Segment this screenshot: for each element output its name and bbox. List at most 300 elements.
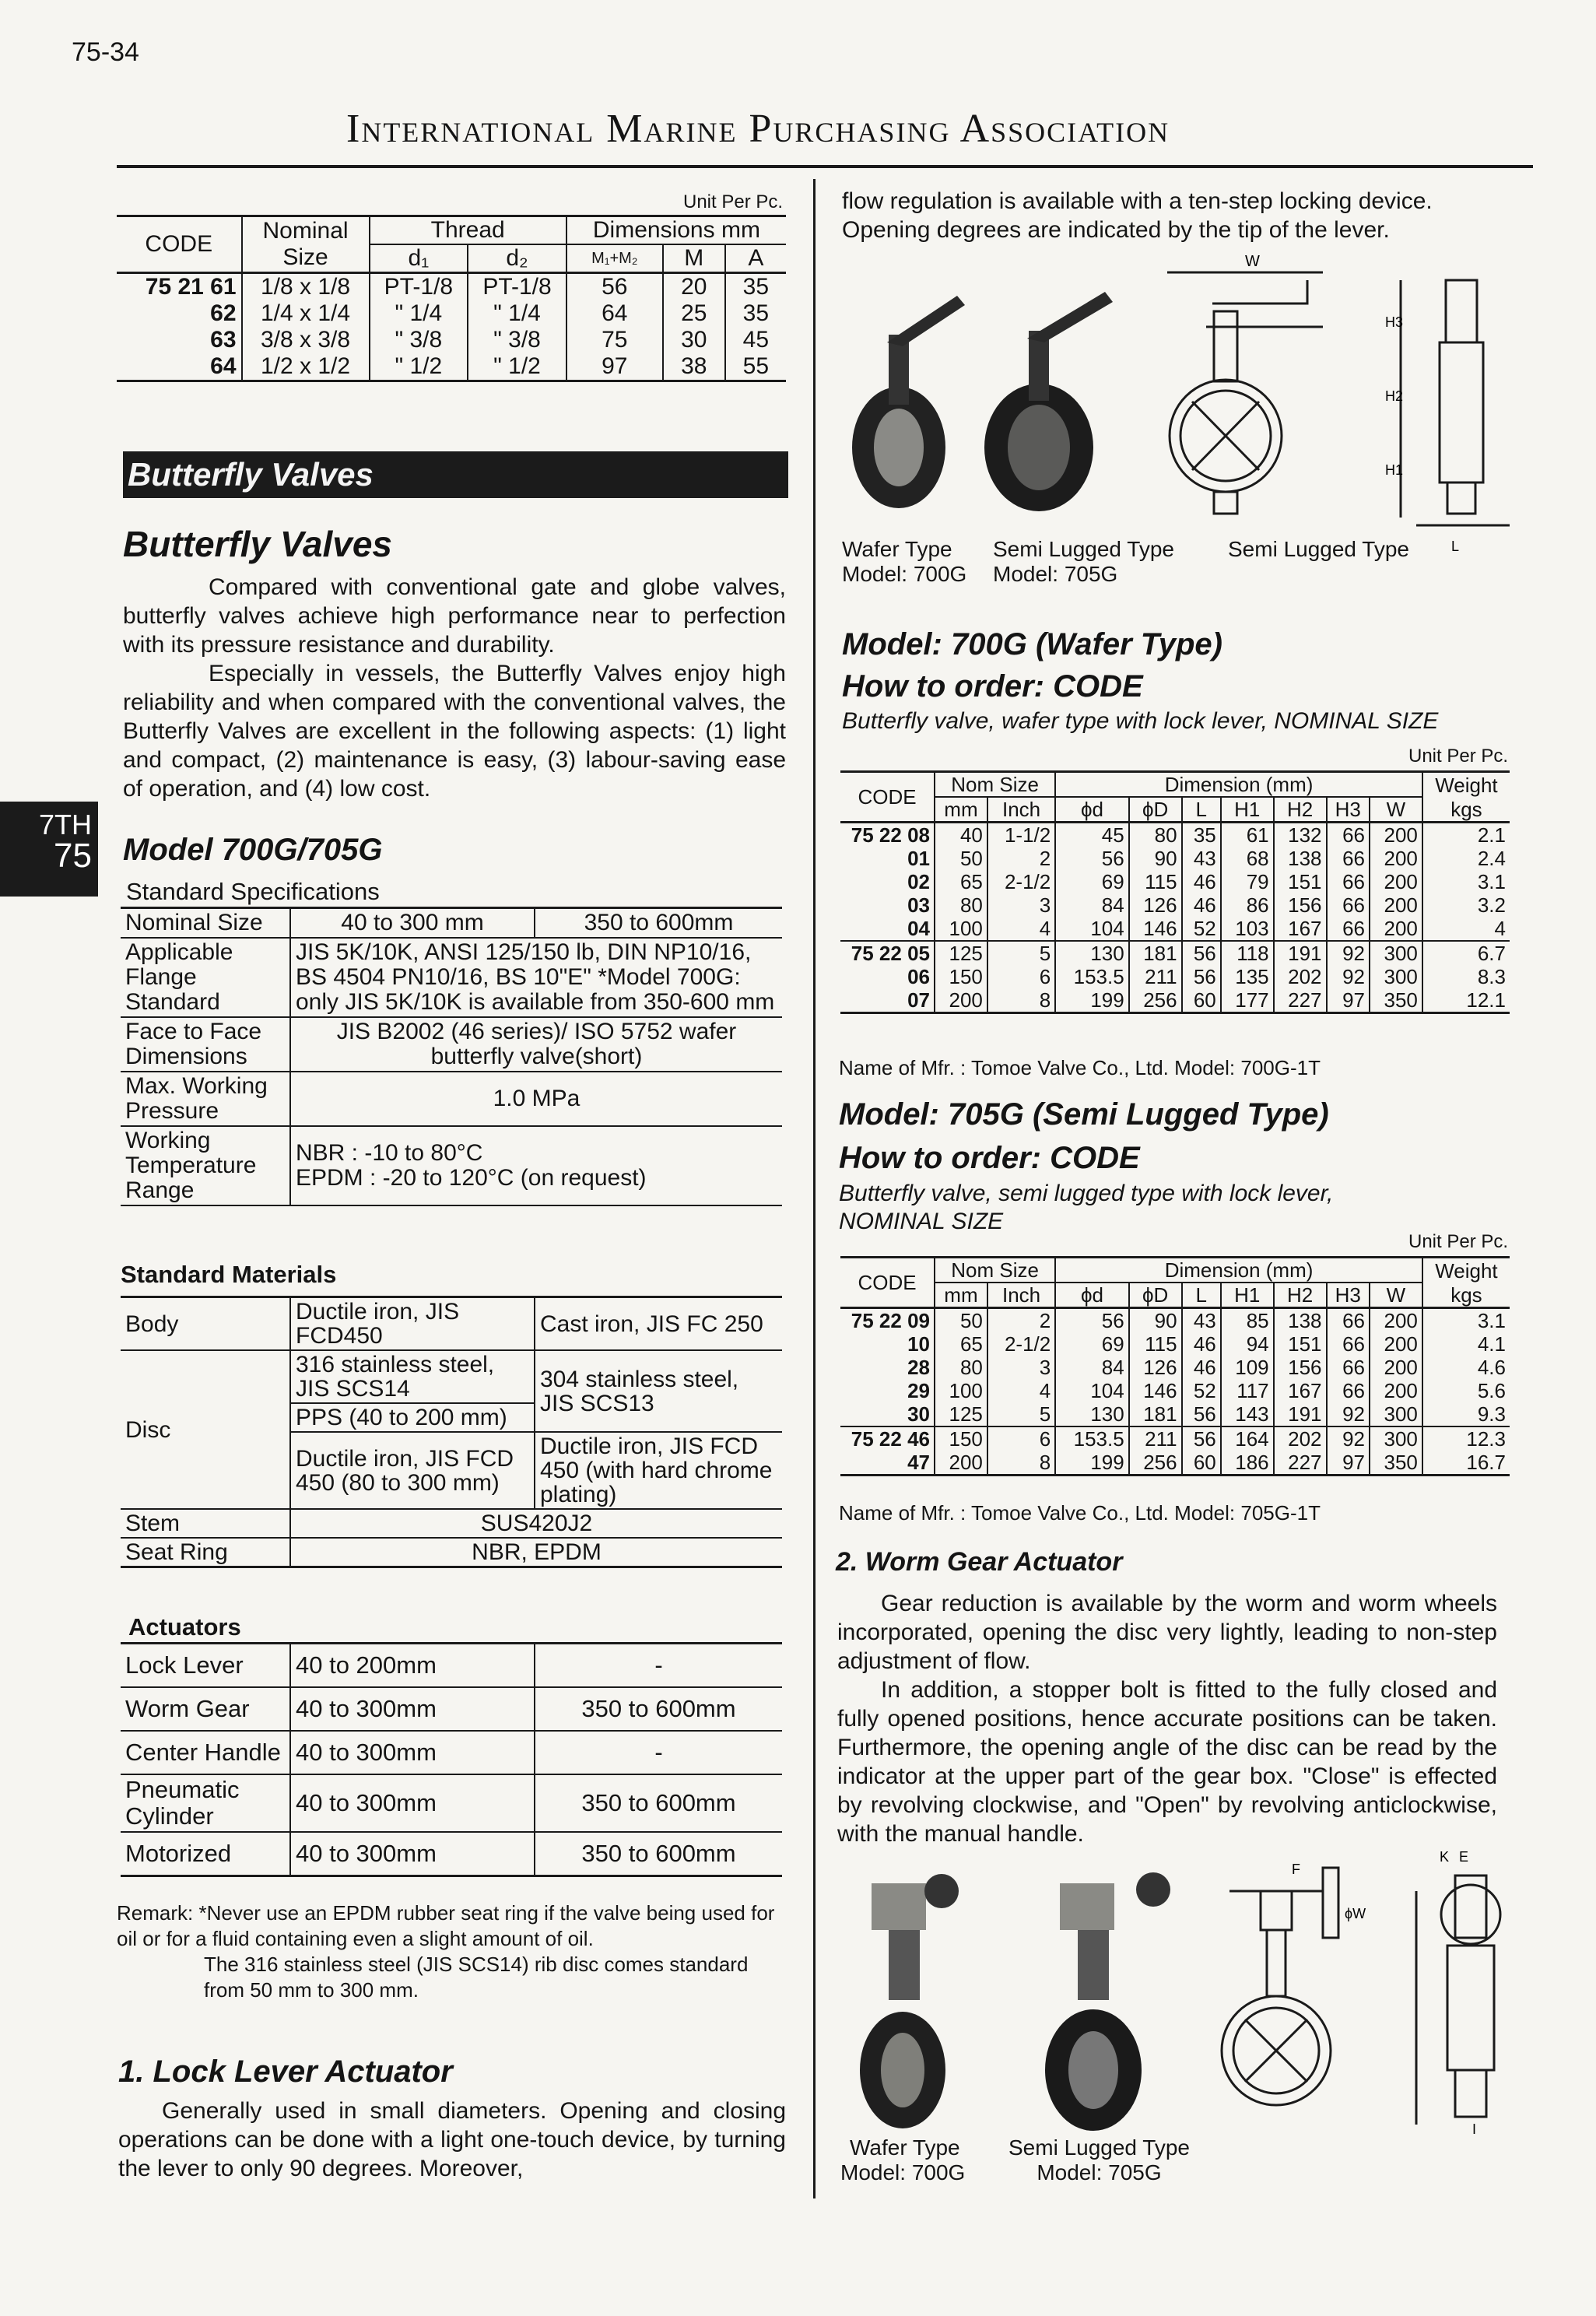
value-cell: 200 bbox=[1370, 893, 1422, 917]
value-cell: 200 bbox=[935, 988, 987, 1013]
value-cell: 40 bbox=[935, 823, 987, 847]
model-705g-order: How to order: CODE bbox=[839, 1141, 1140, 1175]
act-range-b: 350 to 600mm bbox=[535, 1832, 782, 1876]
table-row bbox=[840, 1308, 1510, 1333]
value-cell: 300 bbox=[1370, 1402, 1422, 1426]
cell: 25 bbox=[663, 300, 725, 327]
value-cell: 211 bbox=[1129, 965, 1182, 988]
fig1-semi-caption bbox=[993, 537, 1174, 587]
value-cell: 6 bbox=[987, 965, 1055, 988]
value-cell: 150 bbox=[935, 965, 987, 988]
act-range-b: 350 to 600mm bbox=[535, 1687, 782, 1731]
dim-k-label: K bbox=[1440, 1849, 1450, 1865]
value-cell: 138 bbox=[1274, 847, 1327, 870]
table-row bbox=[840, 1332, 1510, 1356]
value-cell: 300 bbox=[1370, 1426, 1422, 1451]
section-banner: Butterfly Valves bbox=[123, 451, 788, 498]
th-d2: d₂ bbox=[468, 244, 566, 273]
cell: " 1/4 bbox=[370, 300, 468, 327]
value-cell: 132 bbox=[1274, 823, 1327, 847]
value-cell: 46 bbox=[1182, 870, 1221, 893]
value-cell: 200 bbox=[1370, 1379, 1422, 1402]
dt-od-small: ϕd bbox=[1055, 797, 1128, 823]
value-cell: 104 bbox=[1055, 917, 1128, 941]
value-cell: 12.3 bbox=[1422, 1426, 1510, 1451]
header-rule bbox=[117, 165, 1533, 168]
value-cell: 135 bbox=[1221, 965, 1274, 988]
value-cell: 5.6 bbox=[1422, 1379, 1510, 1402]
value-cell: 56 bbox=[1055, 1308, 1128, 1333]
dt-inch: Inch bbox=[987, 1283, 1055, 1308]
value-cell: 43 bbox=[1182, 847, 1221, 870]
spec-temp-nbr: NBR : -10 to 80°C bbox=[296, 1140, 483, 1166]
table-row bbox=[840, 1356, 1510, 1379]
value-cell: 202 bbox=[1274, 1426, 1327, 1451]
mat-body-a: Ductile iron, JIS FCD450 bbox=[290, 1297, 535, 1351]
intro-paragraph-2: Especially in vessels, the Butterfly Valves enjoy high reliability and when compared with the conventional valves, the Butterfly Valves are excellent in the following aspects: (1) light and compact, (2) maintenance is easy, (3) labour-saving ease of operation, and (4) low cost. bbox=[123, 661, 786, 802]
dim-i-label: I bbox=[1472, 2121, 1477, 2137]
mat-disc-b3: Ductile iron, JIS FCD 450 (with hard chrome plating) bbox=[535, 1432, 782, 1509]
remark-2: The 316 stainless steel (JIS SCS14) rib disc comes standard from 50 mm to 300 mm. bbox=[204, 1953, 749, 2002]
value-cell: 126 bbox=[1129, 893, 1182, 917]
value-cell: 350 bbox=[1370, 988, 1422, 1013]
value-cell: 181 bbox=[1129, 941, 1182, 965]
side-tab-top: 7TH bbox=[38, 809, 92, 840]
th-m1m2: M₁+M₂ bbox=[566, 244, 663, 273]
value-cell: 66 bbox=[1327, 847, 1370, 870]
cell: 35 bbox=[725, 273, 786, 301]
value-cell: 104 bbox=[1055, 1379, 1128, 1402]
value-cell: 126 bbox=[1129, 1356, 1182, 1379]
model-705g-table bbox=[840, 1256, 1510, 1476]
mat-body-b: Cast iron, JIS FC 250 bbox=[535, 1297, 782, 1351]
value-cell: 156 bbox=[1274, 893, 1327, 917]
value-cell: 35 bbox=[1182, 823, 1221, 847]
table-row bbox=[840, 847, 1510, 870]
value-cell: 3.1 bbox=[1422, 870, 1510, 893]
value-cell: 90 bbox=[1129, 1308, 1182, 1333]
value-cell: 61 bbox=[1221, 823, 1274, 847]
fig1-semi2-caption: Semi Lugged Type bbox=[1228, 537, 1409, 561]
model-705g-mfr: Name of Mfr. : Tomoe Valve Co., Ltd. Model: 705G-1T bbox=[839, 1501, 1321, 1525]
caption-text: Model: 705G bbox=[1037, 2160, 1162, 2184]
value-cell: 130 bbox=[1055, 1402, 1128, 1426]
spec-pressure-value: 1.0 MPa bbox=[290, 1072, 782, 1126]
value-cell: 66 bbox=[1327, 1356, 1370, 1379]
page-number: 75-34 bbox=[72, 37, 139, 67]
act-range-b: - bbox=[535, 1644, 782, 1688]
table-row bbox=[840, 1426, 1510, 1451]
cell: " 1/2 bbox=[370, 353, 468, 381]
act-range-a: 40 to 300mm bbox=[290, 1687, 535, 1731]
value-cell: 45 bbox=[1055, 823, 1128, 847]
value-cell: 66 bbox=[1327, 1332, 1370, 1356]
act-range-b: - bbox=[535, 1731, 782, 1774]
value-cell: 156 bbox=[1274, 1356, 1327, 1379]
dt-weight: Weight bbox=[1422, 1258, 1510, 1283]
table-row bbox=[840, 1402, 1510, 1426]
dt-dim: Dimension (mm) bbox=[1055, 772, 1422, 798]
value-cell: 125 bbox=[935, 1402, 987, 1426]
mat-disc-b1: 304 stainless steel, JIS SCS13 bbox=[535, 1350, 782, 1432]
dim-h1-label: H1 bbox=[1385, 462, 1404, 478]
semi-lugged-valve-image bbox=[984, 292, 1113, 511]
lock-lever-text: Generally used in small diameters. Opening and closing operations can be done with a light one-touch device, by turning the lever to only 90 degrees. Moreover, bbox=[118, 2098, 786, 2181]
value-cell: 56 bbox=[1182, 941, 1221, 965]
value-cell: 86 bbox=[1221, 893, 1274, 917]
value-cell: 350 bbox=[1370, 1451, 1422, 1476]
value-cell: 46 bbox=[1182, 1332, 1221, 1356]
value-cell: 199 bbox=[1055, 1451, 1128, 1476]
value-cell: 2 bbox=[987, 847, 1055, 870]
cell: 45 bbox=[725, 327, 786, 353]
value-cell: 56 bbox=[1182, 1426, 1221, 1451]
value-cell: 84 bbox=[1055, 893, 1128, 917]
fig1-wafer-caption bbox=[842, 537, 966, 587]
value-cell: 69 bbox=[1055, 870, 1128, 893]
cell: 55 bbox=[725, 353, 786, 381]
code-cell: 01 bbox=[907, 847, 930, 870]
value-cell: 153.5 bbox=[1055, 1426, 1128, 1451]
value-cell: 80 bbox=[935, 893, 987, 917]
dt-h1: H1 bbox=[1221, 797, 1274, 823]
remark bbox=[117, 1900, 786, 2003]
model-700g-table bbox=[840, 770, 1510, 1014]
value-cell: 4 bbox=[987, 1379, 1055, 1402]
value-cell: 66 bbox=[1327, 823, 1370, 847]
worm-side-drawing bbox=[1416, 1876, 1500, 2125]
spec-flange-value: JIS 5K/10K, ANSI 125/150 lb, DIN NP10/16, BS 4504 PN10/16, BS 10"E" *Model 700G: only JIS 5K/10K is available from 350-600 mm bbox=[290, 938, 782, 1017]
table-row bbox=[840, 1379, 1510, 1402]
value-cell: 3.2 bbox=[1422, 893, 1510, 917]
value-cell: 4.6 bbox=[1422, 1356, 1510, 1379]
value-cell: 50 bbox=[935, 1308, 987, 1333]
dt-l: L bbox=[1182, 1283, 1221, 1308]
code-cell: 28 bbox=[907, 1356, 930, 1379]
actuators-table bbox=[121, 1642, 782, 1877]
model-700g-rows bbox=[840, 823, 1510, 1013]
value-cell: 2 bbox=[987, 1308, 1055, 1333]
cell: 3/8 x 3/8 bbox=[242, 327, 370, 353]
spec-temp-label: Working Temperature Range bbox=[125, 1128, 257, 1203]
table-row bbox=[840, 823, 1510, 847]
fig2-wafer-caption bbox=[840, 2135, 965, 2185]
model-705g-rows bbox=[840, 1308, 1510, 1476]
caption-text: Model: 700G bbox=[840, 2160, 966, 2184]
value-cell: 60 bbox=[1182, 988, 1221, 1013]
cell: " 1/4 bbox=[468, 300, 566, 327]
value-cell: 12.1 bbox=[1422, 988, 1510, 1013]
spec-nominal-b: 350 to 600mm bbox=[535, 908, 782, 939]
dt-h3: H3 bbox=[1327, 797, 1370, 823]
code-cell: 04 bbox=[907, 917, 930, 940]
value-cell: 200 bbox=[1370, 1332, 1422, 1356]
table-row: 62 bbox=[210, 300, 237, 326]
value-cell: 100 bbox=[935, 1379, 987, 1402]
dim-h3-label: H3 bbox=[1385, 314, 1404, 330]
value-cell: 3 bbox=[987, 893, 1055, 917]
code-cell: 10 bbox=[907, 1332, 930, 1356]
dt-code: CODE bbox=[840, 772, 935, 823]
value-cell: 130 bbox=[1055, 941, 1128, 965]
value-cell: 4.1 bbox=[1422, 1332, 1510, 1356]
th-nominal: Nominal Size bbox=[242, 216, 370, 273]
cell: " 3/8 bbox=[468, 327, 566, 353]
act-range-a: 40 to 300mm bbox=[290, 1774, 535, 1832]
mat-stem-label: Stem bbox=[125, 1511, 181, 1536]
value-cell: 125 bbox=[935, 941, 987, 965]
dt-h3: H3 bbox=[1327, 1283, 1370, 1308]
mat-disc-a1: 316 stainless steel, JIS SCS14 bbox=[290, 1350, 535, 1403]
table-row bbox=[840, 870, 1510, 893]
value-cell: 167 bbox=[1274, 917, 1327, 941]
value-cell: 143 bbox=[1221, 1402, 1274, 1426]
value-cell: 227 bbox=[1274, 1451, 1327, 1476]
table-row bbox=[840, 965, 1510, 988]
side-tab bbox=[0, 802, 98, 897]
act-range-a: 40 to 200mm bbox=[290, 1644, 535, 1688]
dt-code: CODE bbox=[840, 1258, 935, 1308]
mat-stem-value: SUS420J2 bbox=[290, 1509, 782, 1538]
value-cell: 109 bbox=[1221, 1356, 1274, 1379]
code-cell: 03 bbox=[907, 893, 930, 917]
value-cell: 92 bbox=[1327, 1402, 1370, 1426]
value-cell: 8 bbox=[987, 1451, 1055, 1476]
value-cell: 2-1/2 bbox=[987, 870, 1055, 893]
value-cell: 3 bbox=[987, 1356, 1055, 1379]
dt-w: W bbox=[1370, 1283, 1422, 1308]
value-cell: 186 bbox=[1221, 1451, 1274, 1476]
dt-weight: Weight bbox=[1422, 772, 1510, 798]
value-cell: 200 bbox=[1370, 823, 1422, 847]
std-spec-title: Standard Specifications bbox=[126, 878, 380, 905]
value-cell: 1-1/2 bbox=[987, 823, 1055, 847]
caption-text: Model: 700G bbox=[842, 562, 967, 586]
code-cell: 02 bbox=[907, 870, 930, 893]
caption-text: Semi Lugged Type bbox=[993, 537, 1174, 561]
value-cell: 52 bbox=[1182, 1379, 1221, 1402]
model-700g-mfr: Name of Mfr. : Tomoe Valve Co., Ltd. Model: 700G-1T bbox=[839, 1056, 1321, 1079]
value-cell: 46 bbox=[1182, 893, 1221, 917]
value-cell: 200 bbox=[1370, 847, 1422, 870]
mat-seat-value: NBR, EPDM bbox=[290, 1538, 782, 1567]
dt-h2: H2 bbox=[1274, 1283, 1327, 1308]
dt-inch: Inch bbox=[987, 797, 1055, 823]
value-cell: 211 bbox=[1129, 1426, 1182, 1451]
lock-lever-continued: flow regulation is available with a ten-step locking device. Opening degrees are indicated by the tip of the lever. bbox=[842, 188, 1433, 243]
mat-seat-label: Seat Ring bbox=[125, 1539, 228, 1565]
code-cell: 75 22 05 bbox=[851, 942, 930, 965]
lock-lever-title: 1. Lock Lever Actuator bbox=[118, 2055, 453, 2089]
value-cell: 80 bbox=[1129, 823, 1182, 847]
value-cell: 66 bbox=[1327, 917, 1370, 941]
value-cell: 150 bbox=[935, 1426, 987, 1451]
thread-table bbox=[117, 215, 786, 382]
page-header: International Marine Purchasing Association bbox=[346, 107, 1170, 151]
value-cell: 153.5 bbox=[1055, 965, 1128, 988]
value-cell: 92 bbox=[1327, 941, 1370, 965]
value-cell: 146 bbox=[1129, 1379, 1182, 1402]
value-cell: 200 bbox=[1370, 1308, 1422, 1333]
cell: 38 bbox=[663, 353, 725, 381]
value-cell: 5 bbox=[987, 1402, 1055, 1426]
act-range-a: 40 to 300mm bbox=[290, 1832, 535, 1876]
mat-disc-a2: PPS (40 to 200 mm) bbox=[290, 1403, 535, 1432]
table-row: 75 21 61 bbox=[145, 274, 237, 300]
worm-gear-text bbox=[837, 1589, 1497, 1848]
dt-od-small: ϕd bbox=[1055, 1283, 1128, 1308]
value-cell: 115 bbox=[1129, 1332, 1182, 1356]
value-cell: 256 bbox=[1129, 988, 1182, 1013]
model-title: Model 700G/705G bbox=[123, 833, 383, 867]
value-cell: 66 bbox=[1327, 1308, 1370, 1333]
table-row: 63 bbox=[210, 327, 237, 353]
value-cell: 56 bbox=[1182, 1402, 1221, 1426]
value-cell: 43 bbox=[1182, 1308, 1221, 1333]
value-cell: 103 bbox=[1221, 917, 1274, 941]
cell: 56 bbox=[566, 273, 663, 301]
act-name: Motorized bbox=[125, 1840, 232, 1867]
dim-e-label: E bbox=[1459, 1849, 1469, 1865]
side-view-drawing bbox=[1401, 280, 1510, 525]
value-cell: 167 bbox=[1274, 1379, 1327, 1402]
worm-paragraph-2: In addition, a stopper bolt is fitted to the fully closed and fully opened positions, hence accurate positions can be taken. Furthermore, the opening angle of the disc can be read by the indicator at the upper part of the gear box. "Close" is effected by revolving clockwise, and "Open" by revolving anticlockwise, with the manual handle. bbox=[837, 1677, 1497, 1847]
materials-title: Standard Materials bbox=[121, 1261, 337, 1288]
table-row bbox=[840, 941, 1510, 965]
dt-l: L bbox=[1182, 797, 1221, 823]
value-cell: 68 bbox=[1221, 847, 1274, 870]
remark-label: Remark: bbox=[117, 1901, 194, 1925]
value-cell: 200 bbox=[1370, 870, 1422, 893]
column-divider bbox=[813, 179, 816, 2198]
table-row bbox=[840, 1451, 1510, 1476]
value-cell: 3.1 bbox=[1422, 1308, 1510, 1333]
caption-text: Semi Lugged Type bbox=[1008, 2135, 1190, 2160]
act-range-a: 40 to 300mm bbox=[290, 1731, 535, 1774]
code-cell: 07 bbox=[907, 988, 930, 1012]
mat-disc-label: Disc bbox=[125, 1416, 171, 1443]
cell: 1/2 x 1/2 bbox=[242, 353, 370, 381]
value-cell: 90 bbox=[1129, 847, 1182, 870]
front-view-drawing bbox=[1167, 272, 1323, 514]
spec-flange-label: Applicable Flange Standard bbox=[125, 939, 233, 1015]
cell: PT-1/8 bbox=[370, 273, 468, 301]
value-cell: 4 bbox=[987, 917, 1055, 941]
th-a: A bbox=[725, 244, 786, 273]
caption-text: Wafer Type bbox=[850, 2135, 960, 2160]
dim-w-label: W bbox=[1245, 253, 1260, 270]
value-cell: 9.3 bbox=[1422, 1402, 1510, 1426]
spec-table bbox=[121, 907, 782, 1206]
cell: " 3/8 bbox=[370, 327, 468, 353]
actuators-title: Actuators bbox=[128, 1613, 241, 1640]
worm-wafer-valve-image bbox=[860, 1874, 959, 2128]
code-cell: 30 bbox=[907, 1402, 930, 1426]
worm-gear-figure bbox=[840, 1844, 1525, 2140]
wafer-valve-image bbox=[852, 296, 965, 508]
code-cell: 75 22 09 bbox=[851, 1309, 930, 1332]
cell: 20 bbox=[663, 273, 725, 301]
spec-nominal-label: Nominal Size bbox=[125, 910, 263, 935]
fig2-semi-caption bbox=[1008, 2135, 1190, 2185]
dt-mm: mm bbox=[935, 1283, 987, 1308]
value-cell: 181 bbox=[1129, 1402, 1182, 1426]
dt-mm: mm bbox=[935, 797, 987, 823]
value-cell: 46 bbox=[1182, 1356, 1221, 1379]
value-cell: 52 bbox=[1182, 917, 1221, 941]
cell: 1/8 x 1/8 bbox=[242, 273, 370, 301]
value-cell: 56 bbox=[1182, 965, 1221, 988]
act-name: Center Handle bbox=[125, 1739, 281, 1766]
value-cell: 300 bbox=[1370, 941, 1422, 965]
dim-w-label: ϕW bbox=[1345, 1906, 1366, 1921]
act-name: Pneumatic Cylinder bbox=[125, 1776, 240, 1830]
value-cell: 151 bbox=[1274, 1332, 1327, 1356]
cell: 64 bbox=[566, 300, 663, 327]
model-705g-unit: Unit Per Pc. bbox=[1408, 1231, 1509, 1252]
value-cell: 200 bbox=[1370, 1356, 1422, 1379]
spec-face-value: JIS B2002 (46 series)/ ISO 5752 wafer butterfly valve(short) bbox=[290, 1017, 782, 1072]
mat-disc-a3: Ductile iron, JIS FCD 450 (80 to 300 mm) bbox=[290, 1432, 535, 1509]
value-cell: 60 bbox=[1182, 1451, 1221, 1476]
dt-h1: H1 bbox=[1221, 1283, 1274, 1308]
value-cell: 6 bbox=[987, 1426, 1055, 1451]
value-cell: 56 bbox=[1055, 847, 1128, 870]
dt-w: W bbox=[1370, 797, 1422, 823]
value-cell: 115 bbox=[1129, 870, 1182, 893]
value-cell: 66 bbox=[1327, 870, 1370, 893]
table-row bbox=[840, 917, 1510, 941]
cell: 75 bbox=[566, 327, 663, 353]
dim-f-label: F bbox=[1292, 1862, 1300, 1877]
value-cell: 92 bbox=[1327, 1426, 1370, 1451]
value-cell: 100 bbox=[935, 917, 987, 941]
section-title: Butterfly Valves bbox=[123, 524, 392, 564]
code-cell: 29 bbox=[907, 1379, 930, 1402]
value-cell: 151 bbox=[1274, 870, 1327, 893]
model-700g-desc: Butterfly valve, wafer type with lock lever, NOMINAL SIZE bbox=[842, 708, 1439, 734]
model-705g-desc: Butterfly valve, semi lugged type with lock lever, NOMINAL SIZE bbox=[839, 1181, 1334, 1234]
cell: 30 bbox=[663, 327, 725, 353]
th-thread: Thread bbox=[370, 216, 566, 245]
value-cell: 6.7 bbox=[1422, 941, 1510, 965]
value-cell: 227 bbox=[1274, 988, 1327, 1013]
cell: " 1/2 bbox=[468, 353, 566, 381]
value-cell: 164 bbox=[1221, 1426, 1274, 1451]
caption-text: Model: 705G bbox=[993, 562, 1118, 586]
remark-1: *Never use an EPDM rubber seat ring if the valve being used for oil or for a fluid containing even a slight amount of oil. bbox=[117, 1901, 775, 1950]
dt-h2: H2 bbox=[1274, 797, 1327, 823]
value-cell: 200 bbox=[935, 1451, 987, 1476]
th-code: CODE bbox=[117, 216, 242, 273]
dt-dim: Dimension (mm) bbox=[1055, 1258, 1422, 1283]
value-cell: 146 bbox=[1129, 917, 1182, 941]
materials-table bbox=[121, 1296, 782, 1568]
table-row: 64 bbox=[210, 353, 237, 379]
cell: 35 bbox=[725, 300, 786, 327]
value-cell: 117 bbox=[1221, 1379, 1274, 1402]
mat-body-label: Body bbox=[125, 1311, 179, 1337]
value-cell: 65 bbox=[935, 870, 987, 893]
value-cell: 138 bbox=[1274, 1308, 1327, 1333]
th-d1: d₁ bbox=[370, 244, 468, 273]
value-cell: 191 bbox=[1274, 1402, 1327, 1426]
act-name: Worm Gear bbox=[125, 1695, 250, 1722]
dt-nom: Nom Size bbox=[935, 1258, 1055, 1283]
spec-temp-value bbox=[290, 1126, 782, 1205]
cell: PT-1/8 bbox=[468, 273, 566, 301]
model-700g-order: How to order: CODE bbox=[842, 669, 1143, 704]
